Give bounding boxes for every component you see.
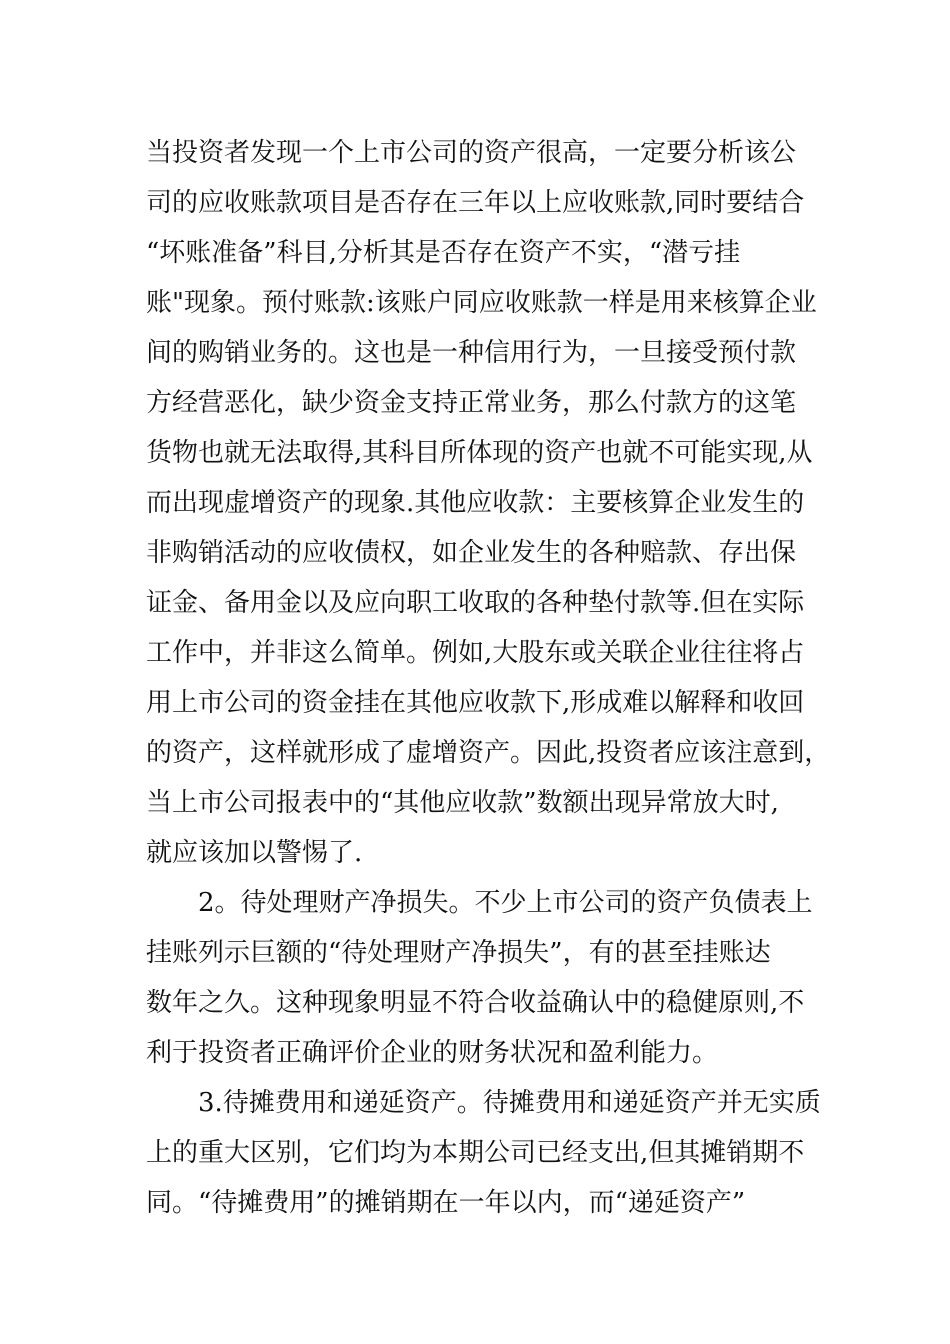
text-line: 用上市公司的资金挂在其他应收款下,形成难以解释和收回	[146, 688, 805, 718]
text-line: 货物也就无法取得,其科目所体现的资产也就不可能实现,从	[146, 438, 813, 468]
text-line: 利于投资者正确评价企业的财务状况和盈利能力。	[146, 1038, 719, 1068]
body-text	[146, 128, 831, 1228]
text-line: 非购销活动的应收债权，如企业发生的各种赔款、存出保	[146, 538, 797, 568]
text-line: “坏账准备”科目,分析其是否存在资产不实，“潜亏挂	[146, 238, 741, 268]
text-line: 证金、备用金以及应向职工收取的各种垫付款等.但在实际	[146, 588, 805, 618]
text-line: 间的购销业务的。这也是一种信用行为，一旦接受预付款	[146, 338, 797, 368]
text-line: 方经营恶化，缺少资金支持正常业务，那么付款方的这笔	[146, 388, 797, 418]
text-line: 就应该加以警惕了.	[146, 838, 363, 868]
text-line: 的资产，这样就形成了虚增资产。因此,投资者应该注意到，	[146, 738, 831, 768]
text-line: 账"现象。预付账款:该账户同应收账款一样是用来核算企业	[146, 288, 817, 318]
paragraph-2-first-line: 2。待处理财产净损失。不少上市公司的资产负债表上	[198, 888, 813, 918]
text-line: 当投资者发现一个上市公司的资产很高，一定要分析该公	[146, 138, 797, 168]
text-line: 司的应收账款项目是否存在三年以上应收账款,同时要结合	[146, 188, 805, 218]
text-line: 当上市公司报表中的“其他应收款”数额出现异常放大时,	[146, 788, 779, 818]
text-line: 而出现虚增资产的现象.其他应收款：主要核算企业发生的	[146, 488, 805, 518]
text-line: 同。“待摊费用”的摊销期在一年以内，而“递延资产”	[146, 1188, 746, 1218]
text-line: 工作中，并非这么简单。例如,大股东或关联企业往往将占	[146, 638, 805, 668]
paragraph-3-first-line: 3.待摊费用和递延资产。待摊费用和递延资产并无实质	[198, 1088, 821, 1118]
text-line: 数年之久。这种现象明显不符合收益确认中的稳健原则,不	[146, 988, 805, 1018]
text-line: 挂账列示巨额的“待处理财产净损失”，有的甚至挂账达	[146, 938, 771, 968]
text-line: 上的重大区别，它们均为本期公司已经支出,但其摊销期不	[146, 1138, 805, 1168]
